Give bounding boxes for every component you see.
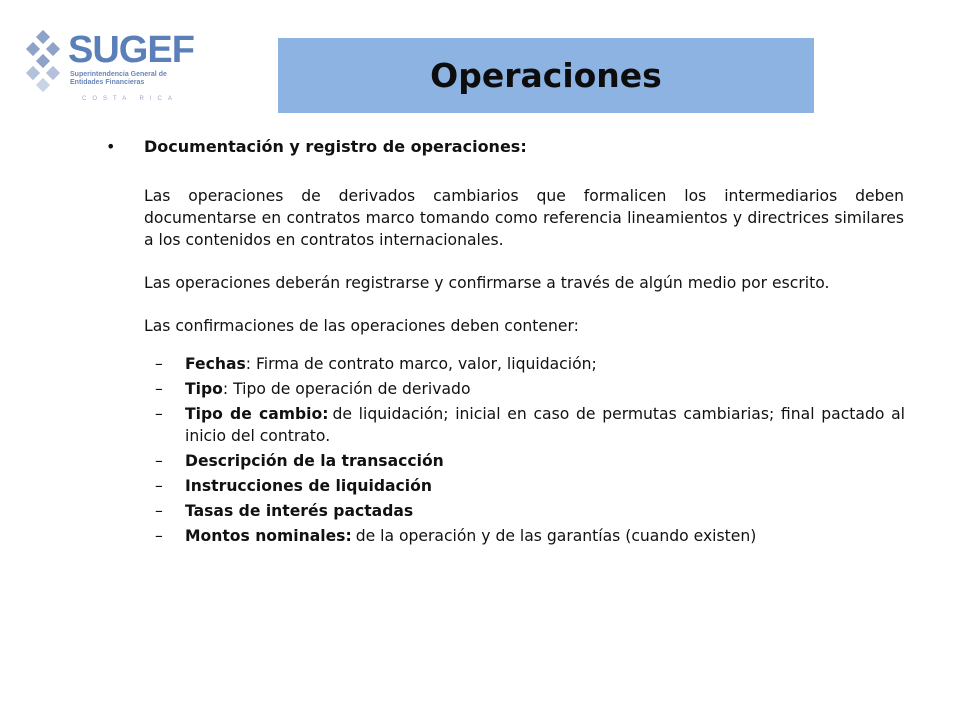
- paragraph: Las operaciones deberán registrarse y confirmarse a través de algún medio por escrito.: [144, 274, 830, 292]
- paragraph: Las confirmaciones de las operaciones deben contener:: [144, 317, 579, 335]
- dash-icon: –: [155, 502, 163, 520]
- item-term: Tasas de interés pactadas: [185, 502, 414, 520]
- dash-icon: –: [155, 405, 163, 423]
- title-banner: [278, 38, 814, 113]
- list-item: [100, 353, 905, 375]
- paragraph: Las operaciones de derivados cambiarios que formalicen los intermediarios deben documentarse en contratos marco tomando como referencia lineamientos y directrices similares a los contenidos en contratos internacionales.: [144, 187, 904, 249]
- list-item: [100, 450, 905, 472]
- item-desc: de la operación y de las garantías (cuando existen): [355, 527, 757, 545]
- list-item: [100, 525, 905, 547]
- logo-subtitle: Superintendencia General de Entidades Financieras: [70, 71, 167, 86]
- sugef-diamond-icon: [22, 28, 70, 108]
- slide-body: [100, 135, 905, 550]
- item-term: Tipo: [185, 380, 223, 398]
- list-item: [100, 500, 905, 522]
- item-term: Montos nominales:: [185, 527, 352, 545]
- item-term: Instrucciones de liquidación: [185, 477, 432, 495]
- item-term: Descripción de la transacción: [185, 452, 444, 470]
- dash-icon: –: [155, 380, 163, 398]
- dash-icon: –: [155, 452, 163, 470]
- dash-icon: –: [155, 355, 163, 373]
- section-heading: Documentación y registro de operaciones:: [144, 137, 527, 156]
- list-item: [100, 378, 905, 400]
- list-item: [100, 475, 905, 497]
- item-desc: de liquidación; inicial en caso de permutas cambiarias; final pactado al inicio del contrato.: [185, 405, 905, 445]
- item-term: Tipo de cambio:: [185, 405, 329, 423]
- slide-title: Operaciones: [430, 56, 662, 95]
- item-term: Fechas: [185, 355, 246, 373]
- dash-icon: –: [155, 527, 163, 545]
- list-item: [100, 403, 905, 447]
- dash-icon: –: [155, 477, 163, 495]
- item-desc: : Tipo de operación de derivado: [222, 380, 471, 398]
- bullet-dot-icon: •: [106, 137, 116, 156]
- sugef-logo: [22, 28, 194, 108]
- bullet-heading: [100, 135, 905, 165]
- item-desc: : Firma de contrato marco, valor, liquidación;: [245, 355, 597, 373]
- logo-name: SUGEF: [68, 29, 194, 71]
- logo-country: COSTA RICA: [82, 96, 178, 102]
- confirmation-items-list: [100, 353, 905, 547]
